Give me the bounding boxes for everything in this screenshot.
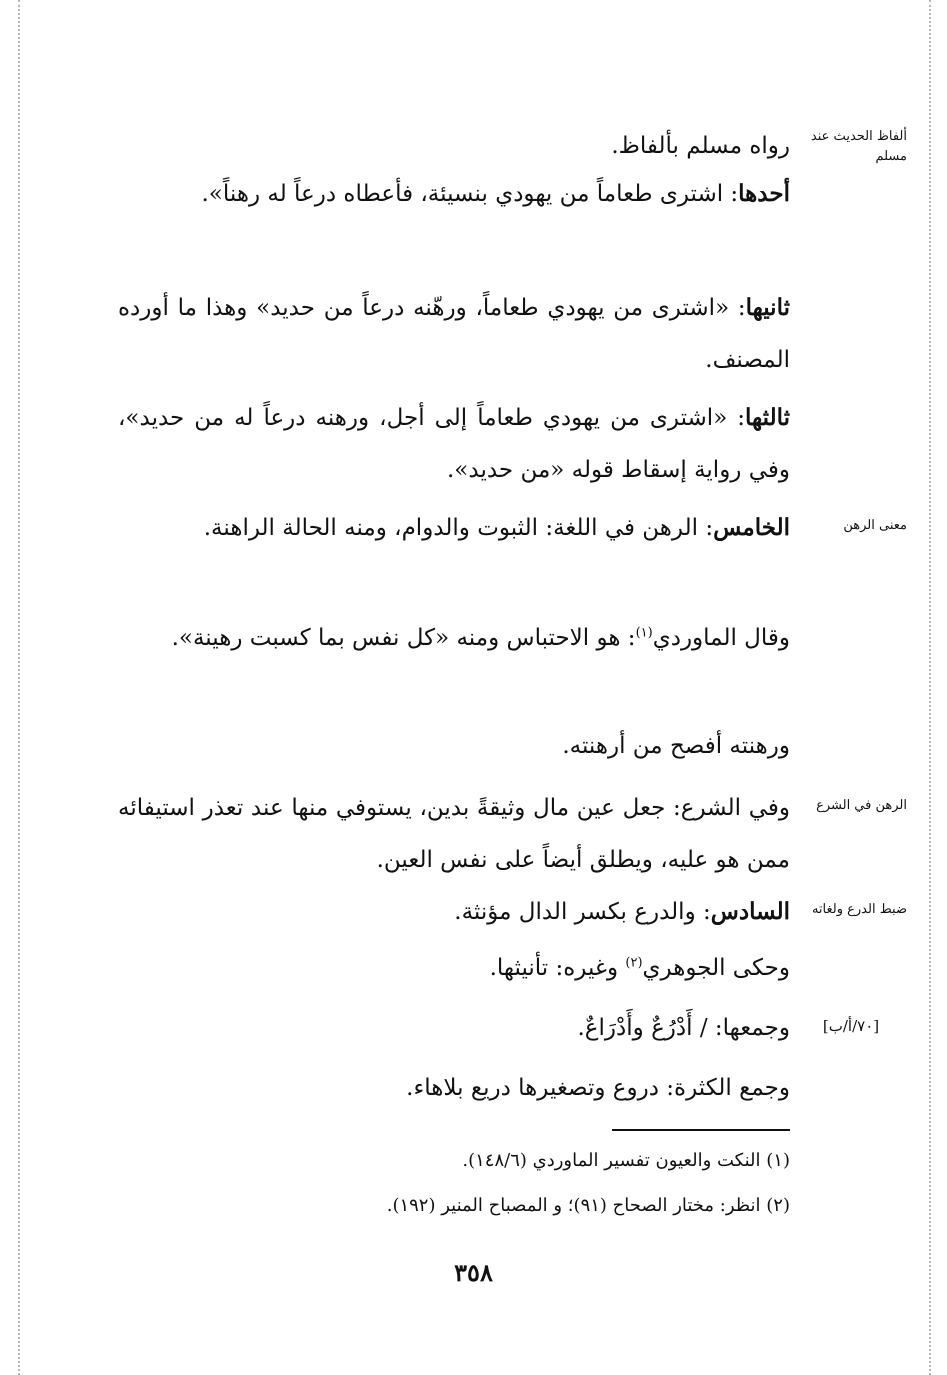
paragraph-10-text-b: وغيره: تأنيثها. [489,955,626,981]
footnote-1: (١) النكت والعيون تفسير الماوردي (١٤٨/٦). [462,1150,790,1171]
margin-note-rahn-meaning: معنى الرهن [843,518,907,533]
margin-note-rahn-sharia: الرهن في الشرع [816,798,907,813]
paragraph-4-heading: ثالثها [745,404,790,431]
paragraph-1-text: رواه مسلم بألفاظ. [611,133,790,159]
page-number: ٣٥٨ [454,1258,493,1287]
paragraph-4-text: : «اشترى من يهودي طعاماً إلى أجل، ورهنه درعاً له من حديد»، وفي رواية إسقاط قوله «من حديد». [118,405,790,483]
paragraph-5-text: : الرهن في اللغة: الثبوت والدوام، ومنه الحالة الراهنة. [203,515,714,541]
footnote-2: (٢) انظر: مختار الصحاح (٩١)؛ و المصباح المنير (١٩٢). [386,1195,790,1216]
paragraph-9-heading: السادس [710,898,790,925]
paragraph-9-text: : والدرع بكسر الدال مؤنثة. [454,899,711,925]
paragraph-12-text: وجمع الكثرة: دروع وتصغيرها دريع بلاهاء. [406,1075,790,1101]
paragraph-6-text-a: وقال الماوردي [652,625,790,651]
paragraph-2-heading: أحدها [738,180,790,207]
paragraph-3-text: : «اشترى من يهودي طعاماً، ورهّنه درعاً من حديد» وهذا ما أورده المصنف. [118,295,790,373]
footnote-ref-1: (١) [635,625,653,641]
paragraph-10-text-a: وحكى الجوهري [642,955,790,981]
manuscript-folio-reference: [٧٠/أ/ب] [822,1017,880,1035]
paragraph-6-text-b: : هو الاحتباس ومنه «كل نفس بما كسبت رهينة». [171,625,636,651]
paragraph-3 [118,282,790,386]
paragraph-5-heading: الخامس [713,514,790,541]
paragraph-5 [118,502,790,554]
margin-note-hadith-wording: ألفاظ الحديث عند مسلم [810,129,907,164]
paragraph-11 [118,1002,790,1054]
paragraph-3-heading: ثانيها [745,294,790,321]
paragraph-11-text: وجمعها: / أَدْرُعٌ وأَدْرَاعٌ. [577,1015,790,1041]
footnote-divider [612,1129,790,1131]
paragraph-7-text: ورهنته أفصح من أرهنته. [562,733,790,759]
paragraph-6 [118,612,790,664]
paragraph-2 [118,168,790,220]
scan-dotted-rule-left [18,0,20,1375]
scan-dotted-rule-right [929,0,931,1375]
paragraph-10 [118,942,790,994]
paragraph-8-text: وفي الشرع: جعل عين مال وثيقةً بدين، يستوفي منها عند تعذر استيفائه ممن هو عليه، ويطلق أيضاً على نفس العين. [118,795,790,873]
paragraph-12 [118,1062,790,1114]
paragraph-1 [118,120,790,172]
paragraph-2-text: : اشترى طعاماً من يهودي بنسيئة، فأعطاه درعاً له رهناً». [201,181,739,207]
footnote-ref-2: (٢) [625,955,643,971]
paragraph-4 [118,392,790,496]
paragraph-8 [118,782,790,886]
margin-note-dir-spelling: ضبط الدرع ولغاته [811,902,907,917]
paragraph-7 [118,720,790,772]
paragraph-9 [118,886,790,938]
